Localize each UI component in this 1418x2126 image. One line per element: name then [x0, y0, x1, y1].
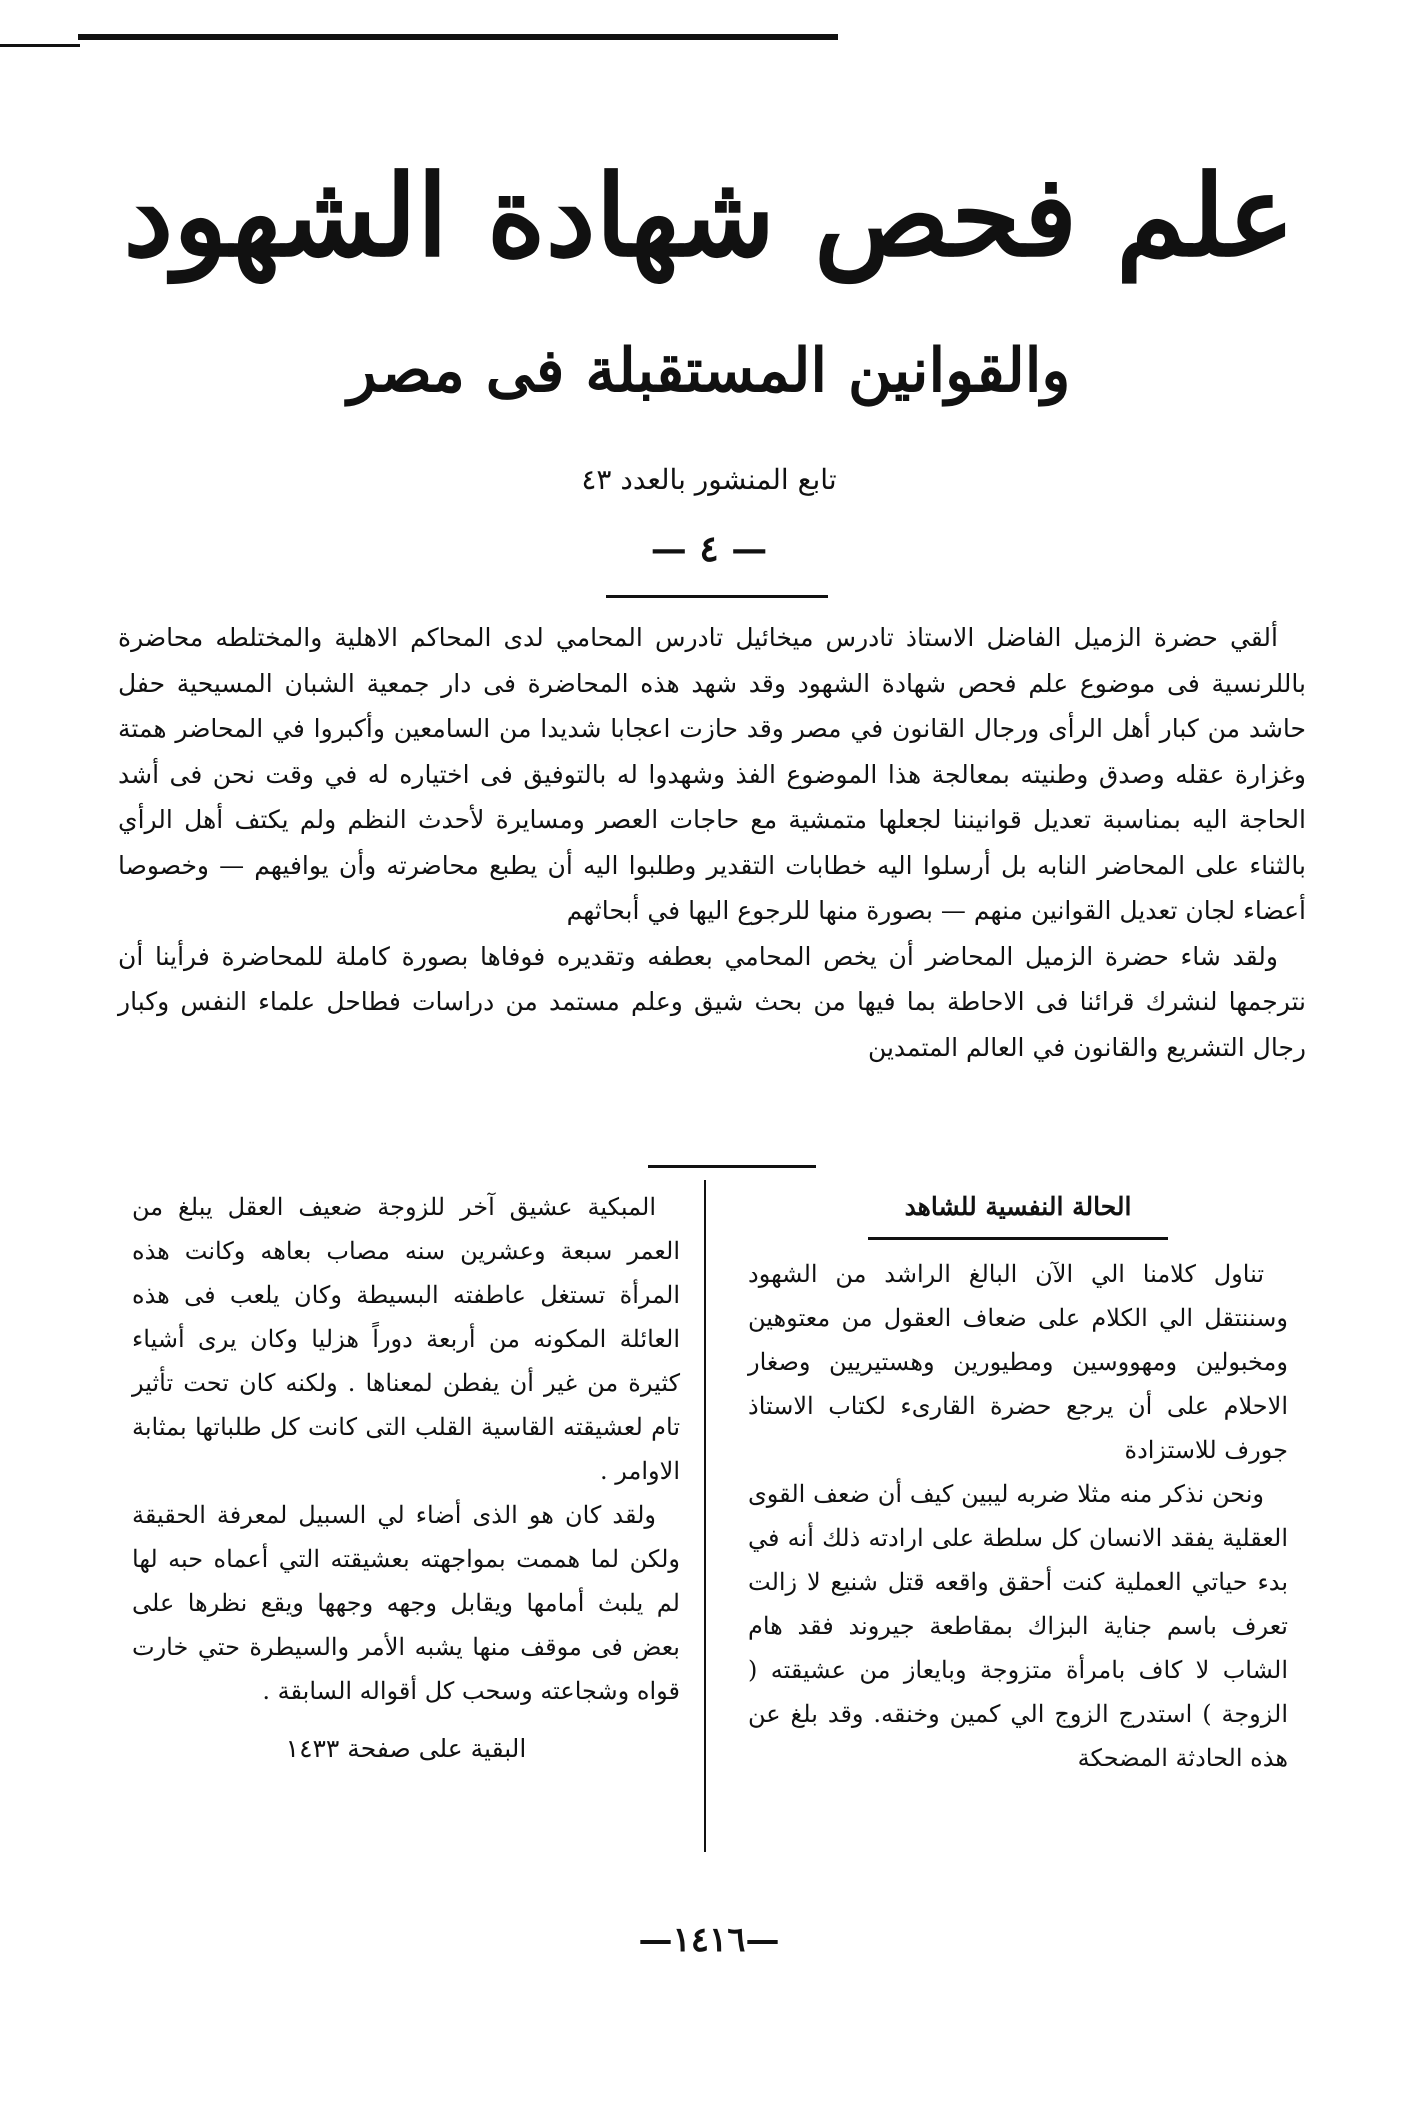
intro-paragraph-2: ولقد شاء حضرة الزميل المحاضر أن يخص المحامي بعطفه وتقديره فوفاها بصورة كاملة للمحاضرة فرأينا أن نترجمها لنشرك قرائنا فى الاحاطة بما فيها من بحث شيق وعلم مستمد من دراسات فطاحل علماء النفس وكبار رجال التشريع والقانون في العالم المتمدين: [118, 941, 1306, 1062]
top-rule-thin: [0, 44, 80, 47]
intro-paragraph-1: ألقي حضرة الزميل الفاضل الاستاذ تادرس ميخائيل تادرس المحامي لدى المحاكم الاهلية والمختلطه محاضرة باللرنسية فى موضوع علم فحص شهادة الشهود وقد شهد هذه المحاضرة فى دار جمعية الشبان المسيحية حفل حاشد من كبار أهل الرأى ورجال القانون في مصر وقد حازت اعجابا شديدا من السامعين وأكبروا في المحاضر همتة وغزارة عقله وصدق وطنيته بمعالجة هذا الموضوع الفذ وشهدوا له بالتوفيق فى اختياره له في وقت نحن فى أشد الحاجة اليه بمناسبة تعديل قوانيننا لجعلها متمشية مع حاجات العصر ومسايرة لأحدث النظم ولم يكتف أهل الرأي بالثناء على المحاضر النابه بل أرسلوا اليه خطابات التقدير وطلبوا اليه أن يطبع محاضرته وأن يوافيهم — وخصوصا أعضاء لجان تعديل القوانين منهم — بصورة منها للرجوع اليها في أبحاثهم: [118, 623, 1306, 925]
section-heading-rule: [868, 1237, 1168, 1240]
header-divider: [606, 595, 828, 598]
top-rule-thick: [78, 34, 838, 40]
intro-divider: [648, 1165, 816, 1168]
article-subtitle: والقوانين المستقبلة فى مصر: [347, 336, 1071, 406]
left-paragraph-2: ولقد كان هو الذى أضاء لي السبيل لمعرفة الحقيقة ولكن لما هممت بمواجهته بعشيقته التي أعماه حبه لها لم يلبث أمامها ويقابل وجهه وجهها ويقع نظرها على بعض فى موقف منها يشبه الأمر والسيطرة حتي خارت قواه وشجاعته وسحب كل أقواله السابقة .: [132, 1501, 680, 1705]
intro-section: [118, 615, 1306, 1070]
right-paragraph-2: ونحن نذكر منه مثلا ضربه ليبين كيف أن ضعف القوى العقلية يفقد الانسان كل سلطة على ارادته ذلك أنه في بدء حياتي العملية كنت أحقق واقعه قتل شنيع لا زالت تعرف باسم جناية البزاك بمقاطعة جيروند فقد هام الشاب لا كاف بامرأة متزوجة وبايعاز من عشيقته ( الزوجة ) استدرج الزوج الي كمين وخنقه. وقد بلغ عن هذه الحادثة المضحكة: [748, 1480, 1288, 1772]
part-number: — ٤ —: [650, 528, 768, 570]
article-title: علم فحص شهادة الشهود: [123, 151, 1295, 282]
right-column: [748, 1185, 1288, 1780]
column-divider: [704, 1180, 706, 1852]
page-number: —١٤١٦—: [638, 1920, 780, 1960]
continuation-note: تابع المنشور بالعدد ٤٣: [581, 463, 837, 496]
section-heading: الحالة النفسية للشاهد: [904, 1192, 1132, 1221]
left-paragraph-1: المبكية عشيق آخر للزوجة ضعيف العقل يبلغ من العمر سبعة وعشرين سنه مصاب بعاهه وكانت هذه المرأة تستغل عاطفته البسيطة وكان يلعب فى هذه العائلة المكونه من أربعة دوراً هزليا وكان يرى أشياء كثيرة من غير أن يفطن لمعناها . ولكنه كان تحت تأثير تام لعشيقته القاسية القلب التى كانت كل طلباتها بمثابة الاوامر .: [132, 1193, 680, 1485]
right-paragraph-1: تناول كلامنا الي الآن البالغ الراشد من الشهود وسننتقل الي الكلام على ضعاف العقول من معتوهين ومخبولين ومهووسين ومطيورين وهستيريين وصغار الاحلام على أن يرجع حضرة القارىء لكتاب الاستاذ جورف للاستزادة: [748, 1260, 1288, 1464]
left-column: [132, 1185, 680, 1771]
continued-note: البقية على صفحة ١٤٣٣: [285, 1734, 527, 1763]
